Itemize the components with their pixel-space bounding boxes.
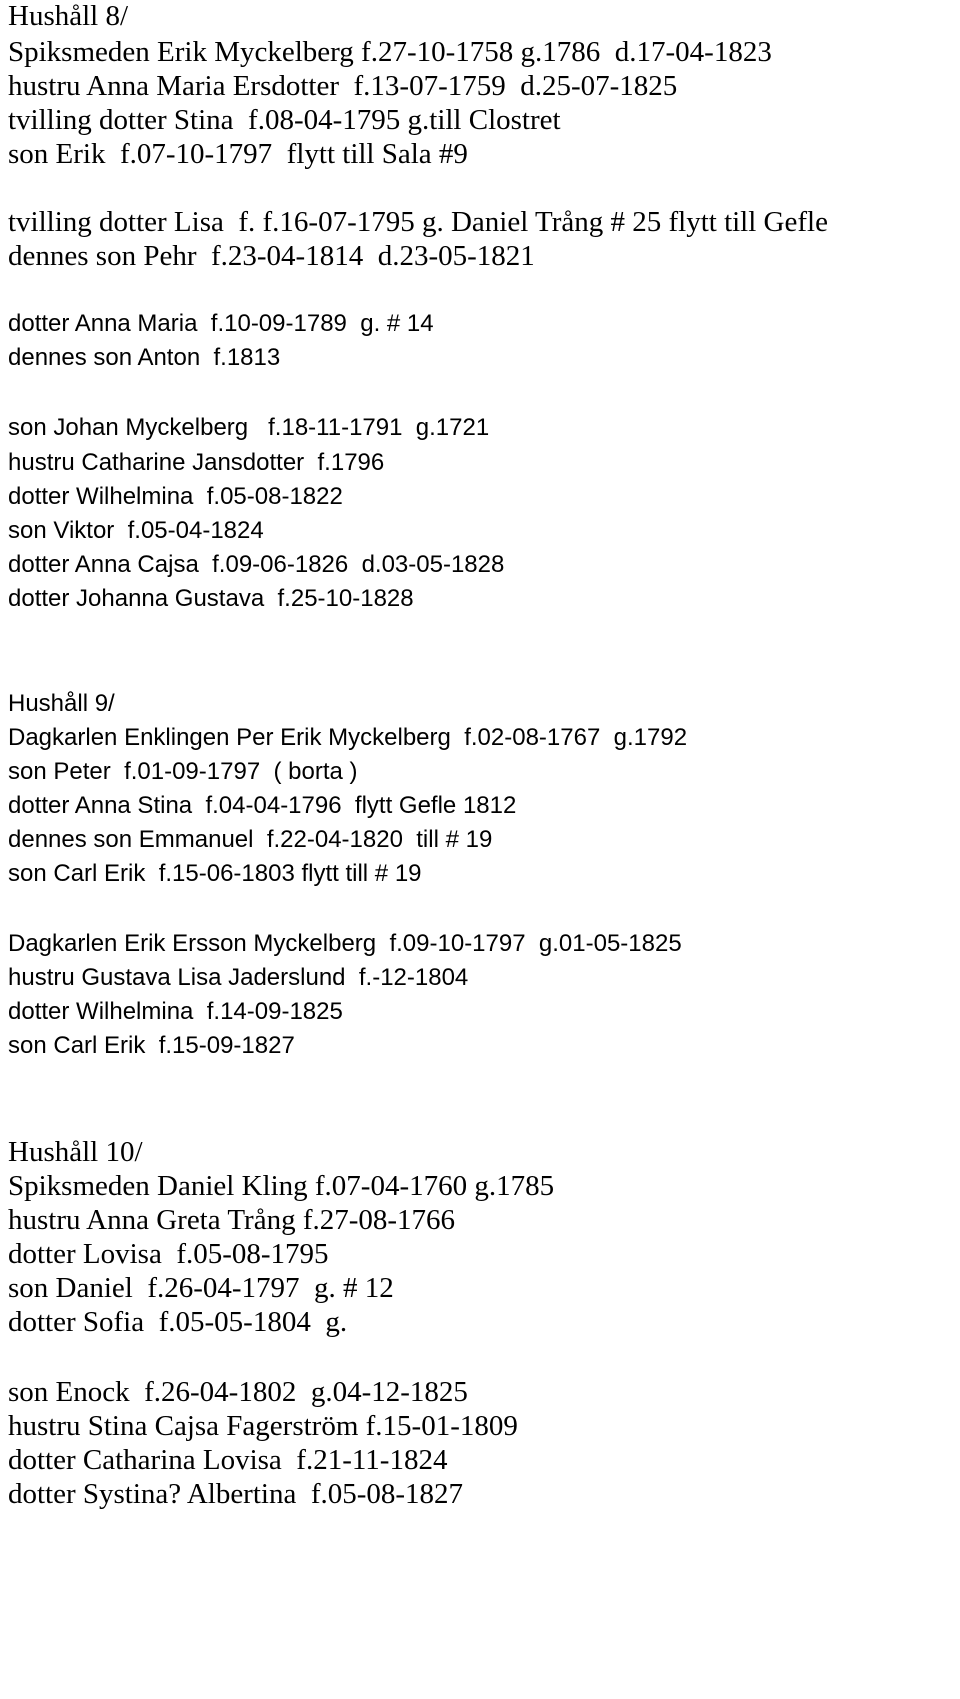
record-line: Spiksmeden Daniel Kling f.07-04-1760 g.1785 (8, 1170, 555, 1202)
record-line: dotter Anna Maria f.10-09-1789 g. # 14 (8, 310, 434, 337)
record-line: son Peter f.01-09-1797 ( borta ) (8, 758, 358, 785)
record-line: dotter Anna Cajsa f.09-06-1826 d.03-05-1828 (8, 551, 505, 578)
record-line: Spiksmeden Erik Myckelberg f.27-10-1758 g.1786 d.17-04-1823 (8, 36, 772, 68)
record-line: hustru Anna Greta Trång f.27-08-1766 (8, 1204, 456, 1236)
record-line: tvilling dotter Lisa f. f.16-07-1795 g. Daniel Trång # 25 flytt till Gefle (8, 206, 828, 238)
record-line: dotter Anna Stina f.04-04-1796 flytt Gefle 1812 (8, 792, 517, 819)
record-line: son Viktor f.05-04-1824 (8, 517, 264, 544)
household-9-heading: Hushåll 9/ (8, 690, 115, 717)
record-line: son Carl Erik f.15-09-1827 (8, 1032, 295, 1059)
record-line: dotter Sofia f.05-05-1804 g. (8, 1306, 348, 1338)
household-10-heading: Hushåll 10/ (8, 1136, 143, 1168)
record-line: son Johan Myckelberg f.18-11-1791 g.1721 (8, 414, 490, 441)
record-line: son Enock f.26-04-1802 g.04-12-1825 (8, 1376, 468, 1408)
record-line: Dagkarlen Erik Ersson Myckelberg f.09-10-1797 g.01-05-1825 (8, 930, 682, 957)
household-8-heading: Hushåll 8/ (8, 0, 129, 32)
record-line: dennes son Pehr f.23-04-1814 d.23-05-1821 (8, 240, 535, 272)
record-line: hustru Gustava Lisa Jaderslund f.-12-1804 (8, 964, 469, 991)
record-line: son Daniel f.26-04-1797 g. # 12 (8, 1272, 394, 1304)
record-line: dotter Systina? Albertina f.05-08-1827 (8, 1478, 464, 1510)
record-line: hustru Anna Maria Ersdotter f.13-07-1759 d.25-07-1825 (8, 70, 678, 102)
record-line: dotter Catharina Lovisa f.21-11-1824 (8, 1444, 448, 1476)
record-line: son Erik f.07-10-1797 flytt till Sala #9 (8, 138, 468, 170)
record-line: dotter Johanna Gustava f.25-10-1828 (8, 585, 414, 612)
record-line: dotter Wilhelmina f.05-08-1822 (8, 483, 343, 510)
record-line: dotter Lovisa f.05-08-1795 (8, 1238, 329, 1270)
record-line: dennes son Anton f.1813 (8, 344, 281, 371)
record-line: Dagkarlen Enklingen Per Erik Myckelberg f.02-08-1767 g.1792 (8, 724, 688, 751)
record-line: hustru Catharine Jansdotter f.1796 (8, 449, 385, 476)
record-line: son Carl Erik f.15-06-1803 flytt till # 19 (8, 860, 422, 887)
record-line: dennes son Emmanuel f.22-04-1820 till # 19 (8, 826, 493, 853)
record-line: hustru Stina Cajsa Fagerström f.15-01-1809 (8, 1410, 518, 1442)
record-line: tvilling dotter Stina f.08-04-1795 g.till Clostret (8, 104, 561, 136)
record-line: dotter Wilhelmina f.14-09-1825 (8, 998, 343, 1025)
